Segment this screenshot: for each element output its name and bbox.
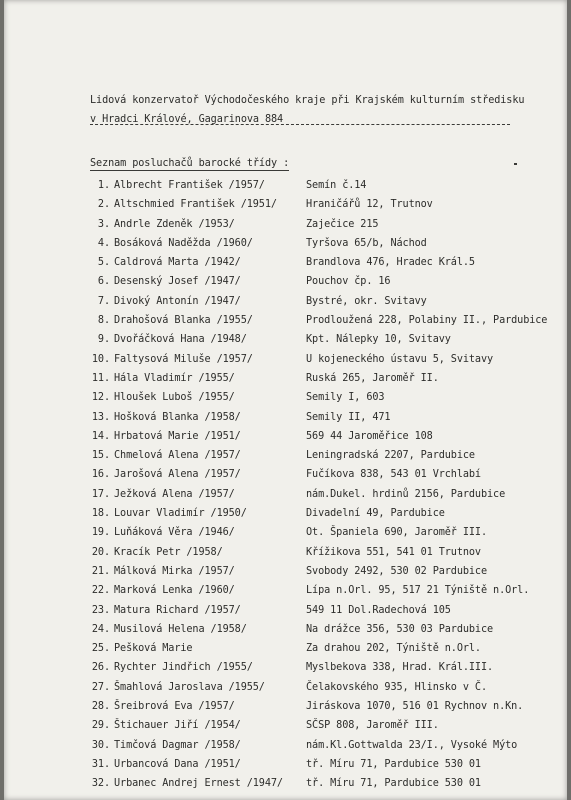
student-row xyxy=(4,527,567,546)
student-number: 18. xyxy=(91,508,110,520)
student-row xyxy=(4,296,567,315)
student-number: 16. xyxy=(91,469,110,481)
student-address: Hraničářů 12, Trutnov xyxy=(306,199,433,211)
student-address: Svobody 2492, 530 02 Pardubice xyxy=(306,565,488,577)
header-line-1: Lidová konzervatoř Východočeského kraje při Krajském kulturním středisku xyxy=(90,95,525,106)
student-address: 569 44 Jaroměřice 108 xyxy=(306,430,433,442)
student-row xyxy=(4,720,567,739)
student-row xyxy=(4,257,567,276)
student-number: 13. xyxy=(91,411,110,423)
student-name: Timčová Dagmar /1958/ xyxy=(114,739,241,751)
student-number: 8. xyxy=(97,315,110,327)
student-number: 1. xyxy=(97,180,110,191)
student-name: Šmahlová Jaroslava /1955/ xyxy=(114,681,265,693)
student-name: Urbanec Andrej Ernest /1947/ xyxy=(114,778,283,790)
student-address: nám.Dukel. hrdinů 2156, Pardubice xyxy=(306,488,506,500)
student-name: Musilová Helena /1958/ xyxy=(114,623,247,635)
student-address: Kpt. Nálepky 10, Svitavy xyxy=(306,334,451,346)
student-name: Bosáková Naděžda /1960/ xyxy=(114,237,253,249)
student-address: Ot. Španiela 690, Jaroměř III. xyxy=(306,527,488,539)
student-number: 9. xyxy=(97,334,110,346)
student-number: 7. xyxy=(97,295,110,307)
student-row xyxy=(4,373,567,392)
list-title: Seznam posluchačů barocké třídy : xyxy=(90,158,290,169)
student-address: Brandlova 476, Hradec Král.5 xyxy=(306,257,475,269)
student-address: Jiráskova 1070, 516 01 Rychnov n.Kn. xyxy=(306,701,524,713)
student-number: 20. xyxy=(91,546,110,558)
student-row xyxy=(4,740,567,759)
student-number: 24. xyxy=(91,623,110,635)
student-address: Zaječice 215 xyxy=(306,218,379,230)
student-name: Chmelová Alena /1957/ xyxy=(114,450,241,462)
student-row xyxy=(4,219,567,238)
student-row xyxy=(4,238,567,257)
student-row xyxy=(4,180,567,199)
student-name: Andrle Zdeněk /1953/ xyxy=(114,218,235,230)
student-number: 3. xyxy=(97,218,110,230)
student-number: 19. xyxy=(91,527,110,539)
student-address: tř. Míru 71, Pardubice 530 01 xyxy=(306,758,481,770)
student-name: Hála Vladimír /1955/ xyxy=(114,372,235,384)
student-number: 32. xyxy=(91,778,110,790)
student-address: U kojeneckého ústavu 5, Svitavy xyxy=(306,353,494,365)
student-number: 6. xyxy=(97,276,110,288)
student-name: Šreibrová Eva /1957/ xyxy=(114,701,235,713)
student-name: Hloušek Luboš /1955/ xyxy=(114,392,235,404)
student-address: tř. Míru 71, Pardubice 530 01 xyxy=(306,778,481,790)
student-number: 29. xyxy=(91,720,110,732)
student-name: Štichauer Jiří /1954/ xyxy=(114,720,241,732)
student-address: Na drážce 356, 530 03 Pardubice xyxy=(306,623,494,635)
student-address: Křížikova 551, 541 01 Trutnov xyxy=(306,546,481,558)
student-list xyxy=(4,180,567,798)
student-address: Tyršova 65/b, Náchod xyxy=(306,237,427,249)
student-row xyxy=(4,412,567,431)
student-row xyxy=(4,547,567,566)
student-number: 5. xyxy=(97,257,110,269)
student-row xyxy=(4,682,567,701)
student-address: nám.Kl.Gottwalda 23/I., Vysoké Mýto xyxy=(306,739,518,751)
student-name: Altschmied František /1951/ xyxy=(114,199,277,211)
student-number: 11. xyxy=(91,372,110,384)
student-address: Semily II, 471 xyxy=(306,411,391,423)
student-name: Luňáková Věra /1946/ xyxy=(114,527,235,539)
student-name: Urbancová Dana /1951/ xyxy=(114,758,241,770)
student-address: Pouchov čp. 16 xyxy=(306,276,391,288)
stray-mark xyxy=(514,163,517,165)
student-name: Divoký Antonín /1947/ xyxy=(114,295,241,307)
student-number: 12. xyxy=(91,392,110,404)
student-number: 28. xyxy=(91,701,110,713)
student-address: Fučíkova 838, 543 01 Vrchlabí xyxy=(306,469,481,481)
dashed-divider xyxy=(90,124,510,125)
student-number: 27. xyxy=(91,681,110,693)
student-number: 2. xyxy=(97,199,110,211)
student-name: Hošková Blanka /1958/ xyxy=(114,411,241,423)
student-row xyxy=(4,508,567,527)
student-name: Hrbatová Marie /1951/ xyxy=(114,430,241,442)
student-address: Bystré, okr. Svitavy xyxy=(306,295,427,307)
student-name: Desenský Josef /1947/ xyxy=(114,276,241,288)
student-number: 25. xyxy=(91,643,110,655)
student-address: Semín č.14 xyxy=(306,180,367,191)
student-name: Louvar Vladimír /1950/ xyxy=(114,508,247,520)
student-row xyxy=(4,334,567,353)
student-name: Matura Richard /1957/ xyxy=(114,604,241,616)
student-address: Myslbekova 338, Hrad. Král.III. xyxy=(306,662,494,674)
student-number: 26. xyxy=(91,662,110,674)
student-row xyxy=(4,624,567,643)
student-name: Drahošová Blanka /1955/ xyxy=(114,315,253,327)
student-row xyxy=(4,662,567,681)
student-name: Dvořáčková Hana /1948/ xyxy=(114,334,247,346)
student-address: Leningradská 2207, Pardubice xyxy=(306,450,475,462)
student-row xyxy=(4,354,567,373)
student-address: Ruská 265, Jaroměř II. xyxy=(306,372,439,384)
student-row xyxy=(4,489,567,508)
student-number: 31. xyxy=(91,758,110,770)
student-name: Caldrová Marta /1942/ xyxy=(114,257,241,269)
student-address: Divadelní 49, Pardubice xyxy=(306,508,445,520)
student-number: 23. xyxy=(91,604,110,616)
student-number: 21. xyxy=(91,565,110,577)
student-row xyxy=(4,566,567,585)
student-row xyxy=(4,315,567,334)
student-number: 30. xyxy=(91,739,110,751)
student-name: Kracík Petr /1958/ xyxy=(114,546,223,558)
student-number: 4. xyxy=(97,237,110,249)
student-name: Ježková Alena /1957/ xyxy=(114,488,235,500)
student-number: 10. xyxy=(91,353,110,365)
student-number: 17. xyxy=(91,488,110,500)
student-address: Čelakovského 935, Hlinsko v Č. xyxy=(306,681,488,693)
student-address: Lípa n.Orl. 95, 517 21 Týniště n.Orl. xyxy=(306,585,530,597)
student-row xyxy=(4,701,567,720)
student-name: Pešková Marie xyxy=(114,643,193,655)
student-name: Málková Mirka /1957/ xyxy=(114,565,235,577)
student-address: SČSP 808, Jaroměř III. xyxy=(306,720,439,732)
student-number: 15. xyxy=(91,450,110,462)
document-page xyxy=(4,0,567,800)
student-row xyxy=(4,276,567,295)
student-row xyxy=(4,469,567,488)
student-name: Marková Lenka /1960/ xyxy=(114,585,235,597)
student-row xyxy=(4,450,567,469)
student-name: Albrecht František /1957/ xyxy=(114,180,265,191)
student-row xyxy=(4,431,567,450)
student-number: 22. xyxy=(91,585,110,597)
student-row xyxy=(4,605,567,624)
student-row xyxy=(4,392,567,411)
student-name: Faltysová Miluše /1957/ xyxy=(114,353,253,365)
header-line-2: v Hradci Králové, Gagarinova 884 xyxy=(90,114,284,125)
student-row xyxy=(4,778,567,797)
student-address: 549 11 Dol.Radechová 105 xyxy=(306,604,451,616)
student-number: 14. xyxy=(91,430,110,442)
student-name: Rychter Jindřich /1955/ xyxy=(114,662,253,674)
student-address: Semily I, 603 xyxy=(306,392,385,404)
student-address: Za drahou 202, Týniště n.Orl. xyxy=(306,643,481,655)
student-row xyxy=(4,199,567,218)
student-row xyxy=(4,585,567,604)
student-row xyxy=(4,759,567,778)
student-row xyxy=(4,643,567,662)
student-address: Prodloužená 228, Polabiny II., Pardubice xyxy=(306,315,548,327)
student-name: Jarošová Alena /1957/ xyxy=(114,469,241,481)
